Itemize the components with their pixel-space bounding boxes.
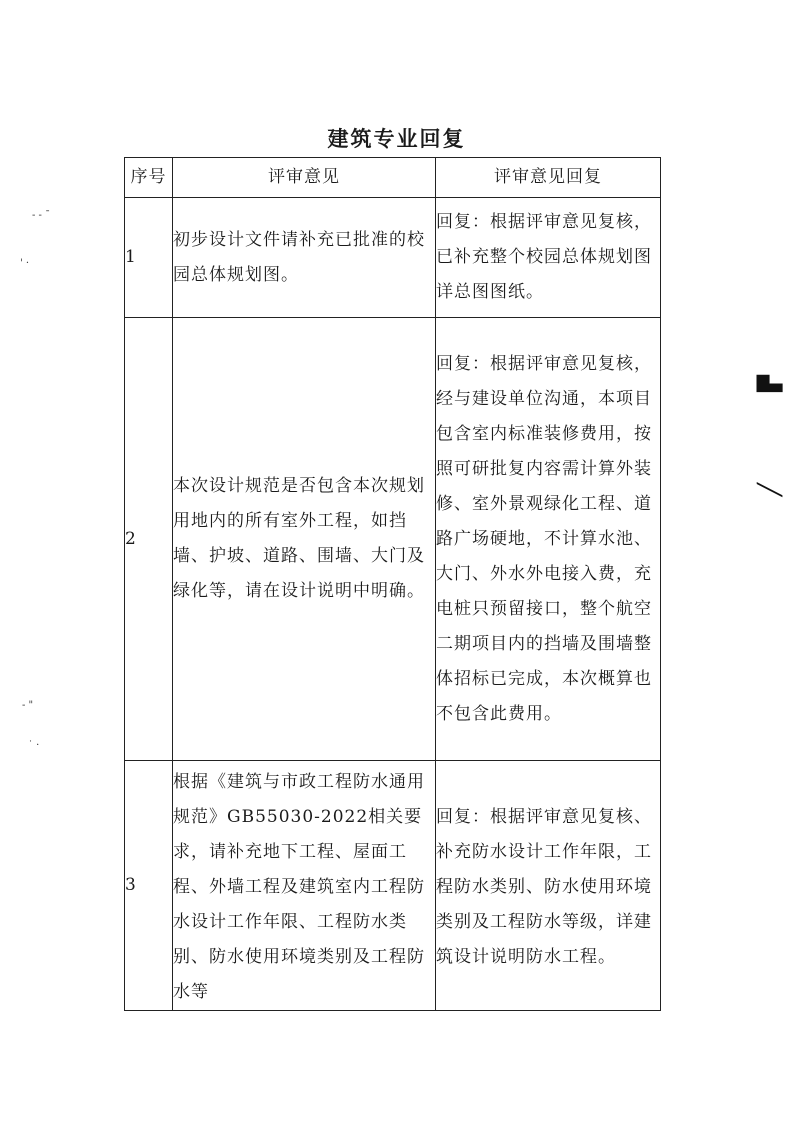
row-number: 1: [125, 198, 173, 318]
margin-mark: ╱: [756, 483, 782, 497]
scan-artifact: ' ·: [20, 258, 30, 269]
header-no: 序号: [125, 158, 173, 198]
page-title: 建筑专业回复: [327, 126, 466, 151]
scan-artifact: ˙ ·: [28, 740, 40, 751]
table-row: [125, 761, 661, 1011]
review-comment: 初步设计文件请补充已批准的校园总体规划图。: [173, 198, 436, 318]
row-number: 2: [125, 318, 173, 761]
margin-mark: ▟: [756, 375, 782, 392]
review-comment: 本次设计规范是否包含本次规划用地内的所有室外工程，如挡墙、护坡、道路、围墙、大门及绿化等，请在设计说明中明确。: [173, 318, 436, 761]
review-reply: 回复：根据评审意见复核，已补充整个校园总体规划图详总图图纸。: [436, 198, 661, 318]
scan-artifact: - ": [22, 700, 34, 711]
review-table: [124, 157, 661, 1011]
review-reply: 回复：根据评审意见复核，经与建设单位沟通，本项目包含室内标准装修费用，按照可研批复内容需计算外装修、室外景观绿化工程、道路广场硬地，不计算水池、大门、外水外电接入费，充电桩只预留接口，整个航空二期项目内的挡墙及围墙整体招标已完成，本次概算也不包含此费用。: [436, 318, 661, 761]
header-comment: 评审意见: [173, 158, 436, 198]
row-number: 3: [125, 761, 173, 1011]
table-row: [125, 318, 661, 761]
table-header-row: [125, 158, 661, 198]
review-reply: 回复：根据评审意见复核、补充防水设计工作年限，工程防水类别、防水使用环境类别及工程防水等级，详建筑设计说明防水工程。: [436, 761, 661, 1011]
header-reply: 评审意见回复: [436, 158, 661, 198]
scan-artifact: - - ˉ: [32, 210, 51, 221]
review-comment: 根据《建筑与市政工程防水通用规范》GB55030-2022相关要求，请补充地下工程、屋面工程、外墙工程及建筑室内工程防水设计工作年限、工程防水类别、防水使用环境类别及工程防水等: [173, 761, 436, 1011]
table-row: [125, 198, 661, 318]
